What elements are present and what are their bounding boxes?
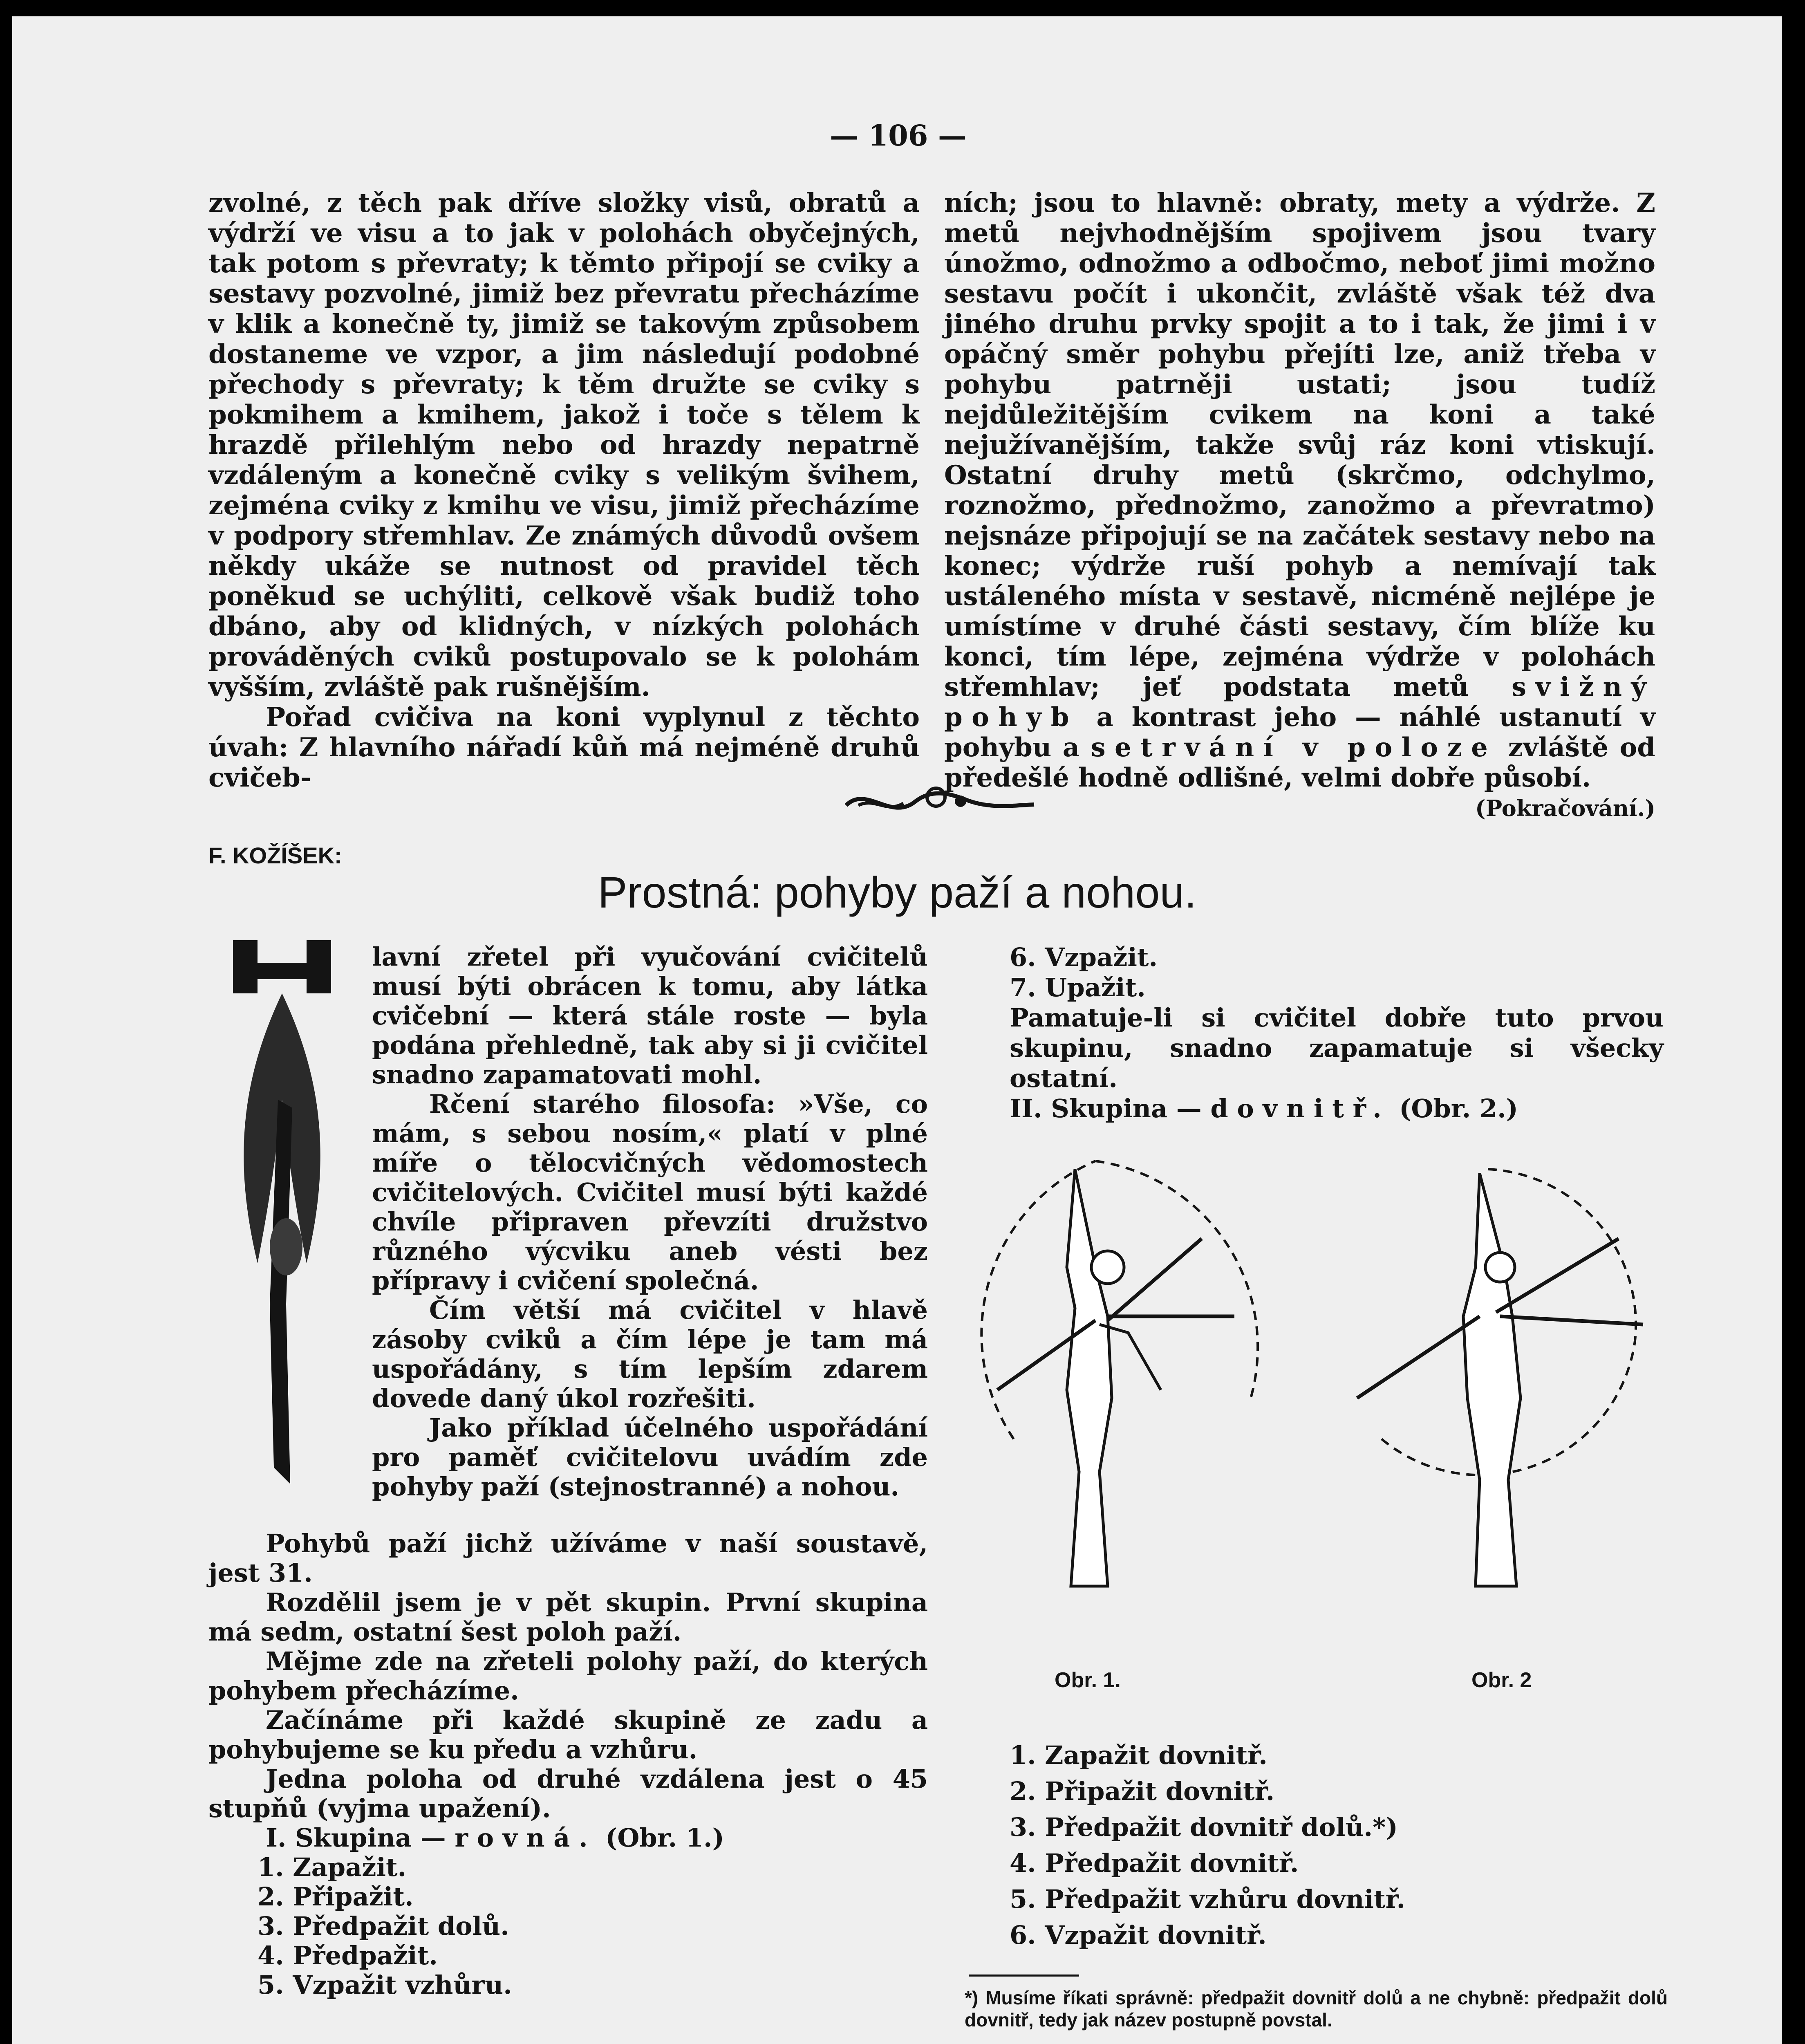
list-item: 7. Upažit. bbox=[1010, 973, 1146, 1002]
paragraph: Rčení starého filosofa: »Vše, co mám, s sebou nosím,« platí v plné míře o tělocvičných vědomostech cvičitelových. Cvičitel musí býti každé chvíle připraven převzíti družstvo různého výcviku aneb vésti bez přípravy i cvičení společná. bbox=[372, 1089, 928, 1295]
list-item: 1. Zapažit dovnitř. bbox=[1010, 1740, 1268, 1770]
column-right-top bbox=[944, 188, 1655, 823]
footnote-rule bbox=[969, 1975, 1079, 1977]
list-item: 5. Předpažit vzhůru dovnitř. bbox=[1010, 1884, 1406, 1914]
figure-caption: Obr. 2 bbox=[1471, 1668, 1532, 1692]
paragraph: Jako příklad účelného uspořádání pro paměť cvičitelovu uvádím zde pohyby paží (stejnostranné) a nohou. bbox=[372, 1413, 928, 1502]
paragraph: Čím větší má cvičitel v hlavě zásoby cviků a čím lépe je tam má uspořádány, s tím lepším zdarem dovede daný úkol rozřešiti. bbox=[372, 1295, 928, 1413]
list-item: 3. Předpažit dovnitř dolů.*) bbox=[1010, 1812, 1398, 1842]
paragraph: Pamatuje-li si cvičitel dobře tuto prvou skupinu, snadno zapamatuje si všecky ostatní. bbox=[1010, 1003, 1664, 1093]
spaced-text: setrvání v poloze bbox=[1091, 732, 1497, 763]
figure-2 bbox=[1357, 1169, 1643, 1586]
figure-caption: Obr. 1. bbox=[1055, 1668, 1121, 1692]
left-body bbox=[208, 1529, 928, 2000]
paragraph: lavní zřetel při vyučování cvičitelů musí býti obrácen k tomu, aby látka cvičební — která stále roste — byla podána přehledně, tak aby si ji cvičitel snadno zapamatovati mohl. bbox=[372, 942, 928, 1089]
list-item: 1. Zapažit. bbox=[258, 1852, 407, 1882]
continuation-note: (Pokračování.) bbox=[1475, 795, 1655, 821]
list-item: 6. Vzpažit dovnitř. bbox=[1010, 1920, 1267, 1950]
spaced-text: svižný pohyb bbox=[944, 672, 1655, 733]
list-item: 4. Předpažit dovnitř. bbox=[1010, 1848, 1299, 1878]
paragraph: Rozdělil jsem je v pět skupin. První skupina má sedm, ostatní šest poloh paží. bbox=[208, 1587, 928, 1647]
paragraph: zvolné, z těch pak dříve složky visů, obratů a výdrží ve visu a to jak v polohách obyčejných, tak potom s převraty; k těmto připojí se cviky a sestavy pozvolné, jimiž bez převratu přecházíme v klik a konečně ty, jimiž se takovým způsobem dostaneme ve vzpor, a jim následují podobné přechody s převraty; k těm družte se cviky s pokmihem a kmihem, jakož i toče s tělem k hrazdě přilehlým nebo od hrazdy nepatrně vzdáleným a konečně cviky s velikým švihem, zejména cviky z kmihu ve visu, jimiž přecházíme v podpory střemhlav. Ze známých důvodů ovšem někdy ukáže se nutnost od pravidel těch poněkud se uchýliti, celkově však budiž toho dbáno, aby od klidných, v nízkých polohách prováděných cviků postupovalo se k polohám vyšším, zvláště pak rušnějším. bbox=[208, 188, 920, 702]
footnote: *) Musíme říkati správně: předpažit dovnitř dolů a ne chybně: předpažit dolů dovnitř, tedy jak název postupně povstal. bbox=[965, 1987, 1668, 2031]
list-item: 2. Připažit dovnitř. bbox=[1010, 1776, 1275, 1806]
paragraph: Jedna poloha od druhé vzdálena jest o 45 stupňů (vyjma upažení). bbox=[208, 1764, 928, 1823]
group-heading: I. Skupina — rovná. (Obr. 1.) bbox=[266, 1823, 724, 1853]
paragraph: Pohybů paží jichž užíváme v naší soustavě, jest 31. bbox=[208, 1529, 928, 1588]
group-heading: II. Skupina — dovnitř. (Obr. 2.) bbox=[1010, 1094, 1518, 1123]
intro-text bbox=[372, 942, 928, 1502]
paragraph: Pořad cvičiva na koni vyplynul z těchto úvah: Z hlavního nářadí kůň má nejméně druhů cvičeb- bbox=[208, 702, 920, 793]
figure-1 bbox=[981, 1161, 1258, 1586]
list-item: 5. Vzpažit vzhůru. bbox=[258, 1970, 512, 2000]
figure-illustrations bbox=[973, 1145, 1668, 1676]
right-top-text bbox=[1010, 942, 1664, 1124]
list-item: 3. Předpažit dolů. bbox=[258, 1911, 509, 1941]
dropcap-illustration bbox=[225, 936, 356, 1500]
author: F. KOŽÍŠEK: bbox=[208, 843, 342, 868]
page-number: — 106 — bbox=[830, 119, 967, 152]
list-item: 4. Předpažit. bbox=[258, 1941, 438, 1970]
paragraph: Začínáme při každé skupině ze zadu a pohybujeme se ku předu a vzhůru. bbox=[208, 1705, 928, 1764]
page bbox=[12, 16, 1782, 2044]
group2-list bbox=[1010, 1737, 1664, 1953]
paragraph: ních; jsou to hlavně: obraty, mety a výdrže. Z metů nejvhodnějším spojivem jsou tvary únožmo, odnožmo a odbočmo, neboť jimi možno sestavu počít i ukončit, zvláště však též dva jiného druhu prvky spojit a to i tak, že jimi i v opáčný směr pohybu přejíti lze, aniž třeba v pohybu patrněji ustati; jsou tudíž nejdůležitějším cvikem na koni a také nejužívanějším, takže svůj ráz koni vtiskují. Ostatní druhy metů (skrčmo, odchylmo, roznožmo, přednožmo, zanožmo a převratmo) nejsnáze připojují se na začátek sestavy nebo na konec; výdrže ruší pohyb a nemívají tak ustáleného místa v sestavě, nicméně nejlépe je umístíme v druhé části sestavy, čím blíže ku konci, tím lépe, zejména výdrže v polohách střemhlav; jeť podstata metů svižný pohyb a kontrast jeho — náhlé ustanutí v pohybu a setrvání v poloze zvláště od předešlé hodně odlišné, velmi dobře působí. bbox=[944, 188, 1656, 793]
paragraph: Mějme zde na zřeteli polohy paží, do kterých pohybem přecházíme. bbox=[208, 1646, 928, 1706]
list-item: 6. Vzpažit. bbox=[1010, 942, 1158, 972]
ornament-divider bbox=[842, 781, 1038, 826]
list-item: 2. Připažit. bbox=[258, 1882, 414, 1912]
column-left-top bbox=[208, 188, 920, 793]
article-title: Prostná: pohyby paží a nohou. bbox=[598, 867, 1197, 917]
